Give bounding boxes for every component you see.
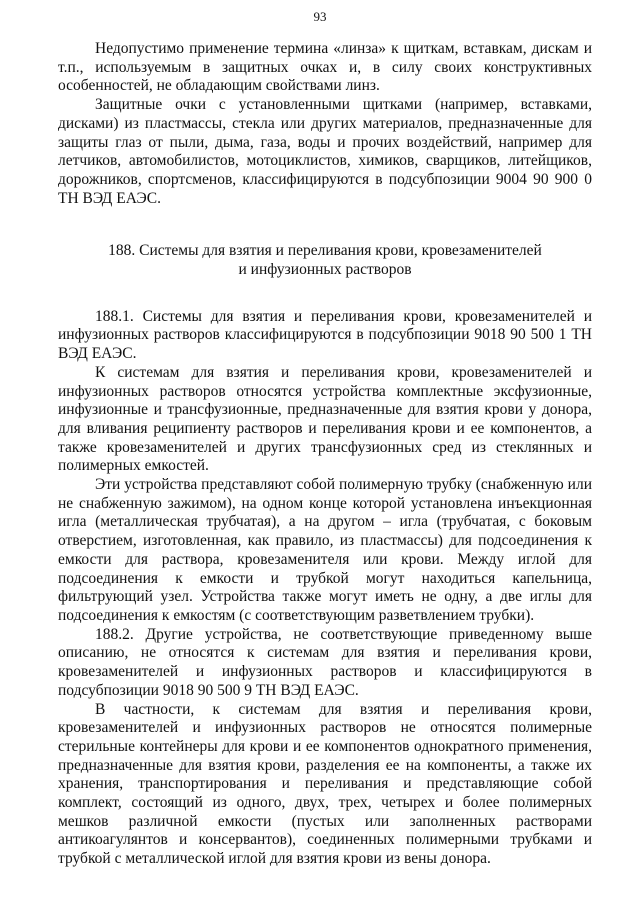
page-number: 93 [313, 9, 327, 24]
section-paragraph: В частности, к системам для взятия и переливания крови, кровезаменителей и инфузионных растворов не относятся полимерные стерильные контейнеры для крови и ее компонентов однократного применения, предназначенные для взятия крови, разделения ее на компоненты, а также их хранения, транспортирования и переливания и представляющие собой комплект, состоящий из одного, двух, трех, четырех и более полимерных мешков различной емкости (пустых или заполненных растворами антикоагулянтов и консервантов), соединенных полимерными трубками и трубкой с металлической иглой для взятия крови из вены донора. [58, 700, 592, 868]
section-paragraph: 188.2. Другие устройства, не соответствующие приведенному выше описанию, не относятся к системам для взятия и переливания крови, кровезаменителей и инфузионных растворов и классифицируются в подсубпозиции 9018 90 500 9 ТН ВЭД ЕАЭС. [58, 625, 592, 699]
section-paragraph: 188.1. Системы для взятия и переливания крови, кровезаменителей и инфузионных растворов классифицируются в подсубпозиции 9018 90 500 1 ТН ВЭД ЕАЭС. [58, 307, 592, 363]
document-body [58, 40, 592, 869]
section-paragraph: К системам для взятия и переливания крови, кровезаменителей и инфузионных растворов относятся устройства комплектные эксфузионные, инфузионные и трансфузионные, предназначенные для взятия крови у донора, для вливания реципиенту растворов и переливания крови и ее компонентов, а также кровезаменителей и других трансфузионных сред из стеклянных и полимерных емкостей. [58, 363, 592, 475]
section-paragraph: Эти устройства представляют собой полимерную трубку (снабженную или не снабженную зажимом), на одном конце которой установлена инъекционная игла (металлическая трубчатая), а на другом – игла (трубчатая, с боковым отверстием, изготовленная, как правило, из пластмассы) для подсоединения к емкости для раствора, кровезаменителя или крови. Между иглой для подсоединения к емкости и трубкой могут находиться капельница, фильтрующий узел. Устройства также могут иметь не одну, а две иглы для подсоединения к емкостям (с соответствующим разветвлением трубки). [58, 476, 592, 624]
paragraph: Защитные очки с установленными щитками (например, вставками, дисками) из пластмассы, стекла или других материалов, предназначенные для защиты глаз от пыли, дыма, газа, воды и прочих воздействий, например для летчиков, автомобилистов, мотоциклистов, химиков, сварщиков, литейщиков, дорожников, спортсменов, классифицируются в подсубпозиции 9004 90 900 0 ТН ВЭД ЕАЭС. [58, 96, 592, 207]
section-heading: 188. Системы для взятия и переливания крови, кровезаменителей и инфузионных растворов [108, 242, 542, 279]
paragraph: Недопустимо применение термина «линза» к щиткам, вставкам, дискам и т.п., используемым в защитных очках и, в силу своих конструктивных особенностей, не обладающим свойствами линз. [58, 40, 592, 95]
